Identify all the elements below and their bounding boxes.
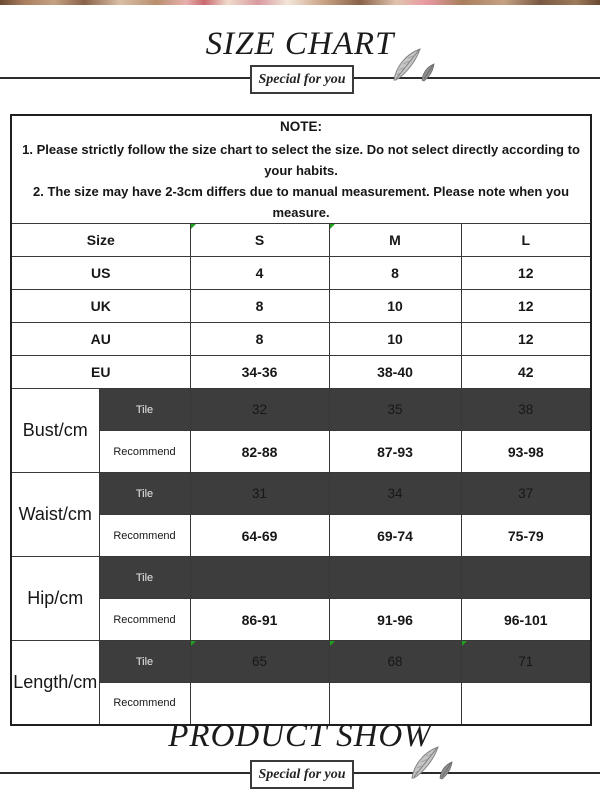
- bust-recommend-label: Recommend: [99, 431, 190, 473]
- excel-corner-mark: [191, 641, 196, 646]
- section-label-bust: Bust/cm: [11, 389, 99, 473]
- col-header-s: [190, 224, 329, 257]
- au-size-row: [11, 323, 591, 356]
- excel-corner-mark: [330, 641, 335, 646]
- section-label-length: Length/cm: [11, 641, 99, 725]
- length-tile-s: [190, 641, 329, 683]
- hip-tile-s: [190, 557, 329, 599]
- length-tile-row: [11, 641, 591, 683]
- bust-tile-l: 38: [461, 389, 591, 431]
- size-chart-table: [10, 114, 592, 726]
- col-header-s-label: S: [254, 232, 265, 248]
- length-recommend-label: Recommend: [99, 683, 190, 725]
- length-tile-l-value: 71: [518, 654, 534, 669]
- size-chart-title: SIZE CHART: [205, 26, 395, 62]
- uk-size-l: 12: [461, 290, 591, 323]
- hip-recommend-label: Recommend: [99, 599, 190, 641]
- us-size-l: 12: [461, 257, 591, 290]
- waist-recommend-m: 69-74: [329, 515, 461, 557]
- us-size-s: 4: [190, 257, 329, 290]
- bust-recommend-s: 82-88: [190, 431, 329, 473]
- special-for-you-label: Special for you: [258, 71, 346, 87]
- waist-tile-m: 34: [329, 473, 461, 515]
- excel-corner-mark: [191, 224, 196, 229]
- hip-recommend-l: 96-101: [461, 599, 591, 641]
- bust-tile-row: [11, 389, 591, 431]
- uk-size-m: 10: [329, 290, 461, 323]
- length-tile-m: [329, 641, 461, 683]
- waist-recommend-l: 75-79: [461, 515, 591, 557]
- waist-tile-l: 37: [461, 473, 591, 515]
- length-tile-s-value: 65: [251, 654, 268, 669]
- length-tile-label: Tile: [99, 641, 190, 683]
- us-size-m: 8: [329, 257, 461, 290]
- top-photo-edge-strip: [0, 0, 600, 5]
- size-header-cell: Size: [11, 224, 190, 257]
- eu-size-row: [11, 356, 591, 389]
- row-label-au: AU: [11, 323, 190, 356]
- feather-icon: [406, 746, 454, 780]
- special-for-you-label-bottom: Special for you: [258, 766, 346, 782]
- hip-recommend-s: 86-91: [190, 599, 329, 641]
- note-heading: NOTE:: [280, 119, 323, 134]
- eu-size-s: 34-36: [190, 356, 329, 389]
- section-label-waist: Waist/cm: [11, 473, 99, 557]
- bust-tile-s: 32: [190, 389, 329, 431]
- note-row: [11, 115, 591, 224]
- length-tile-l: [461, 641, 591, 683]
- length-tile-m-value: 68: [387, 654, 403, 669]
- waist-recommend-label: Recommend: [99, 515, 190, 557]
- hip-tile-m: [329, 557, 461, 599]
- bust-tile-m: 35: [329, 389, 461, 431]
- size-header-row: [11, 224, 591, 257]
- hip-tile-label: Tile: [99, 557, 190, 599]
- note-text: [12, 116, 590, 223]
- feather-icon: [388, 48, 436, 82]
- excel-corner-mark: [462, 641, 467, 646]
- waist-tile-label: Tile: [99, 473, 190, 515]
- us-size-row: [11, 257, 591, 290]
- au-size-l: 12: [461, 323, 591, 356]
- row-label-uk: UK: [11, 290, 190, 323]
- col-header-m-label: M: [389, 232, 401, 248]
- product-show-title: PRODUCT SHOW: [168, 718, 432, 754]
- section-label-hip: Hip/cm: [11, 557, 99, 641]
- col-header-l: [461, 224, 591, 257]
- excel-corner-mark: [330, 224, 335, 229]
- note-line-2: 2. The size may have 2-3cm differs due to manual measurement. Please note when you measure.: [32, 184, 570, 220]
- row-label-eu: EU: [11, 356, 190, 389]
- waist-tile-row: [11, 473, 591, 515]
- hip-tile-l: [461, 557, 591, 599]
- au-size-s: 8: [190, 323, 329, 356]
- special-for-you-badge-bottom: [250, 760, 354, 789]
- bust-tile-label: Tile: [99, 389, 190, 431]
- bust-recommend-l: 93-98: [461, 431, 591, 473]
- eu-size-l: 42: [461, 356, 591, 389]
- col-header-m: [329, 224, 461, 257]
- hip-tile-row: [11, 557, 591, 599]
- eu-size-m: 38-40: [329, 356, 461, 389]
- au-size-m: 10: [329, 323, 461, 356]
- special-for-you-badge: [250, 65, 354, 94]
- row-label-us: US: [11, 257, 190, 290]
- uk-size-s: 8: [190, 290, 329, 323]
- note-cell: [11, 115, 591, 224]
- uk-size-row: [11, 290, 591, 323]
- note-line-1: 1. Please strictly follow the size chart to select the size. Do not select directly according to your habits.: [22, 142, 580, 178]
- bust-recommend-m: 87-93: [329, 431, 461, 473]
- col-header-l-label: L: [521, 232, 531, 248]
- waist-tile-s: 31: [190, 473, 329, 515]
- waist-recommend-s: 64-69: [190, 515, 329, 557]
- hip-recommend-m: 91-96: [329, 599, 461, 641]
